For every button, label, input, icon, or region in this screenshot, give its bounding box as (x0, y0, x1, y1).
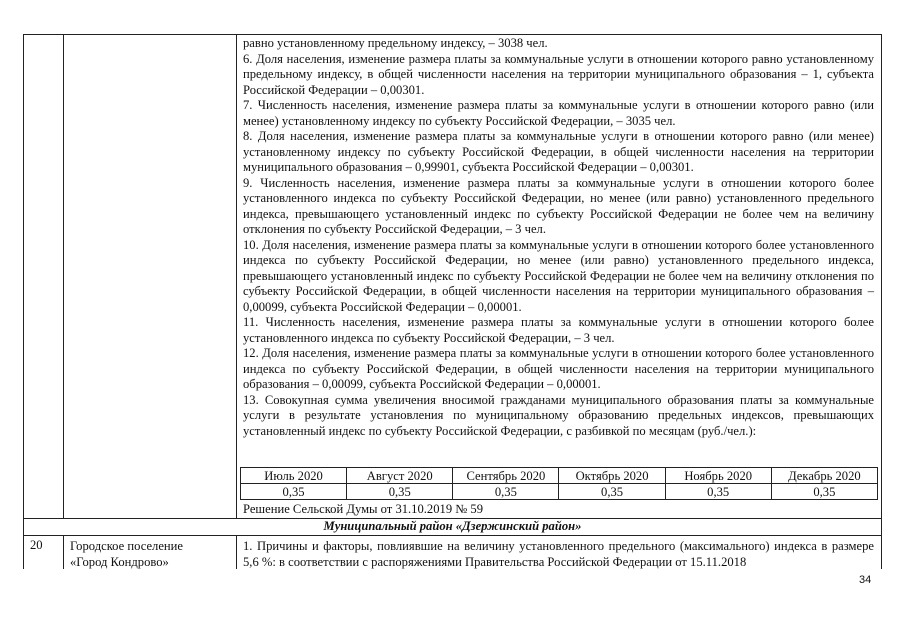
column-divider-settlement (236, 535, 237, 569)
settlement-line: Городское поселение (70, 539, 183, 553)
paragraph: 11. Численность населения, изменение размера платы за коммунальные услуги в отношении которого более установленного индекса по субъекту Российской Федерации, – 3 чел. (243, 315, 874, 345)
column-divider-number (63, 34, 64, 518)
paragraph: 10. Доля населения, изменение размера платы за коммунальные услуги в отношении которого более установленного индекса по субъекту Российской Федерации, но менее (или равно) установленного предельного индекса, превышающего установленный индекс по субъекту Российской Федерации не более чем на величину отклонения по субъекту Российской Федерации, в общей численности населения на территории муниципального образования – 0,00099, субъекта Российской Федерации – 0,00001. (243, 237, 874, 314)
table-row (241, 484, 878, 500)
month-value: 0,35 (347, 484, 453, 500)
month-header: Сентябрь 2020 (453, 468, 559, 484)
table-top-border (23, 34, 881, 35)
month-header: Декабрь 2020 (771, 468, 877, 484)
monthly-increase-table (240, 467, 878, 500)
table-header-row (241, 468, 878, 484)
settlement-name (70, 538, 230, 570)
decision-reference: Решение Сельской Думы от 31.10.2019 № 59 (243, 502, 484, 516)
month-value: 0,35 (771, 484, 877, 500)
paragraph: 8. Доля населения, изменение размера платы за коммунальные услуги в отношении которого равно (или менее) установленному индексу по субъекту Российской Федерации, в общей численности населения на территории муниципального образования – 0,99901, субъекта Российской Федерации – 0,00301. (243, 129, 874, 174)
column-divider-number (63, 535, 64, 569)
page-number: 34 (859, 574, 872, 586)
paragraph: 13. Совокупная сумма увеличения вносимой гражданами муниципального образования платы за коммунальные услуги в результате установления по муниципальному образованию предельных индексов, превышающих установленный индекс по субъекту Российской Федерации, с разбивкой по месяцам (руб./чел.): (243, 392, 874, 438)
paragraph: 9. Численность населения, изменение размера платы за коммунальные услуги в отношении которого более установленного индекса по субъекту Российской Федерации, но менее (или равно) установленного предельного индекса, превышающего установленный индекс по субъекту Российской Федерации не более чем на величину отклонения по субъекту Российской Федерации, – 3 чел. (243, 175, 874, 236)
row-separator (23, 535, 881, 536)
paragraph: 6. Доля населения, изменение размера платы за коммунальные услуги в отношении которого равно установленному предельному индексу, в общей численности населения на территории муниципального образования – 1, субъекта Российской Федерации – 0,00301. (243, 51, 874, 97)
month-value: 0,35 (665, 484, 771, 500)
paragraph: 7. Численность населения, изменение размера платы за коммунальные услуги в отношении которого равно (или менее) установленному индексу по субъекту Российской Федерации, – 3035 чел. (243, 98, 874, 128)
month-value: 0,35 (453, 484, 559, 500)
table-left-border (23, 34, 24, 569)
paragraph: 12. Доля населения, изменение размера платы за коммунальные услуги в отношении которого более установленного индекса по субъекту Российской Федерации, в общей численности населения на территории муниципального образования – 0,00099, субъекта Российской Федерации – 0,00001. (243, 346, 874, 391)
settlement-line: «Город Кондрово» (70, 555, 169, 569)
month-header: Октябрь 2020 (559, 468, 665, 484)
month-value: 0,35 (559, 484, 665, 500)
paragraph: равно установленному предельному индексу, – 3038 чел. (243, 36, 548, 50)
row-number: 20 (30, 538, 43, 552)
month-header: Август 2020 (347, 468, 453, 484)
month-header: Ноябрь 2020 (665, 468, 771, 484)
month-header: Июль 2020 (241, 468, 347, 484)
month-value: 0,35 (241, 484, 347, 500)
table-right-border (881, 34, 882, 569)
indicators-text (243, 36, 874, 439)
column-divider-settlement (236, 34, 237, 518)
district-heading: Муниципальный район «Дзержинский район» (323, 519, 582, 533)
reasons-text: 1. Причины и факторы, повлиявшие на величину установленного предельного (максимального) индекса в размере 5,6 %: в соответствии с распоряжениями Правительства Российской Федерации от 15.11.2018 (243, 539, 874, 569)
